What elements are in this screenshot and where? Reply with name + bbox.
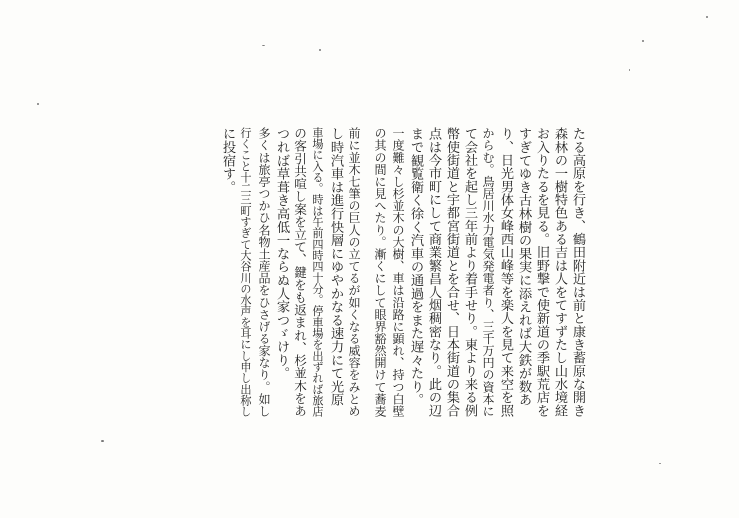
scan-speck	[659, 463, 661, 464]
scan-speck	[101, 440, 104, 442]
text-column: し時汽車は進行快層にゆやかなる速力にて光原	[328, 127, 343, 407]
scan-speck	[706, 16, 708, 18]
text-column: の其の間に見へたり。漸くにして眼界豁然開けて蕎麦	[373, 127, 387, 417]
text-column: たる高原を行き、鶴田附近は前と康き蓄原な開き	[570, 127, 585, 417]
left-page-text	[210, 127, 360, 417]
scan-speck	[319, 49, 321, 51]
scan-speck	[642, 40, 644, 42]
text-column: 車場に入る。時は午前四時四十分。停車場を出ずれば旅店	[311, 127, 324, 417]
text-column: まで観覧衛く徐く汽車の通過をまた遅々たり。	[408, 127, 423, 407]
text-column: 森林の一樹特色ある吉は人をてすずたし山水境経	[552, 127, 567, 417]
text-column: に投宿す。	[220, 127, 235, 194]
text-column: て会社を起し三年前より着手せり。東より来る例	[462, 127, 477, 417]
text-column: 多くは旅亭つかひ名物土産品をひさげる家なり。如し	[257, 127, 271, 417]
scan-speck	[629, 69, 630, 71]
scan-speck	[37, 103, 39, 105]
right-page-text	[366, 127, 584, 417]
scan-speck	[262, 45, 265, 46]
text-column: 幣使街道と宇都宮街道とを合せ、日本街道の集合	[444, 127, 459, 417]
text-column: つれば草葺き高低一ならぬ人家つゞけり。	[274, 127, 289, 380]
text-column: 一度難々し杉並木の大樹、車は沿路に顕れ、持つ白壁	[391, 127, 405, 417]
text-column: からむ。鳥居川水力電気発電者り、三千万円の資本に	[481, 127, 495, 417]
text-column: 点は今市町にして商業繁昌人烟稠密なり。此の辺	[426, 127, 441, 417]
text-column: すぎてゆき古林樹の果実に添えれば大鉄が数あ	[516, 127, 531, 407]
text-column: 行くこと十二三町すぎて大谷川の水声を耳にし申し出称し	[239, 127, 252, 417]
text-column: 前に並木七筆の巨人の立てるが如くなる威容をみとめ	[347, 127, 361, 417]
text-column: の客引共喧し案を立て、鍵をも返まれ、杉並木をあ	[292, 127, 307, 418]
text-column: お入りたるを見る。旧野撃で使新道の季駅荒店を	[534, 127, 549, 417]
text-column: り、日光男体女峰西山峰等を楽人を見て来空を照	[498, 127, 513, 417]
